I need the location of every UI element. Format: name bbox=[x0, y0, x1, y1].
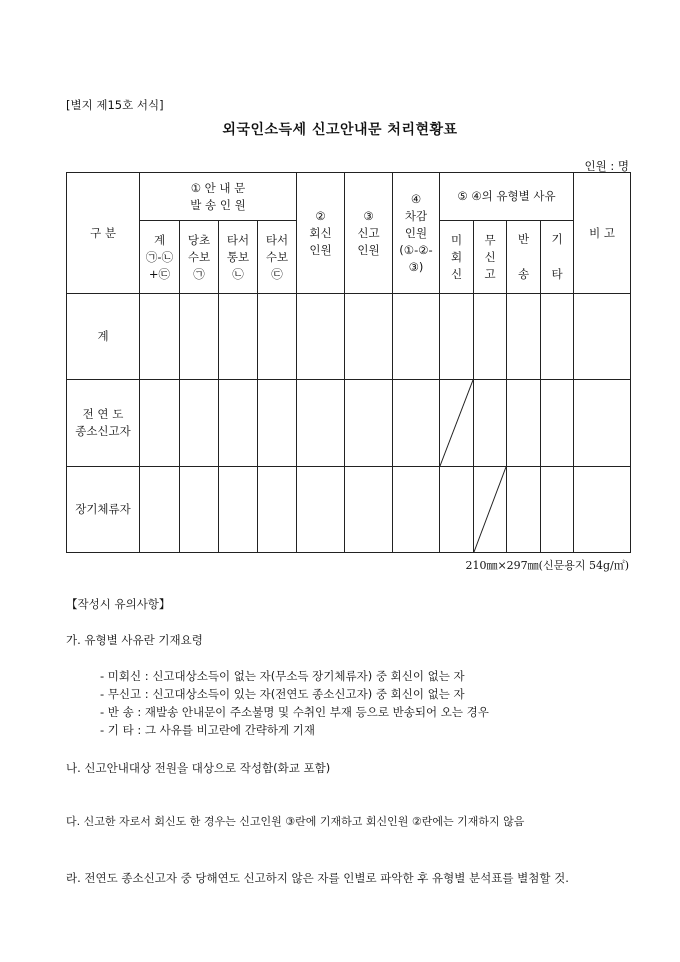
difference-count-header: ④ 차감 인원 (①-②- ③) bbox=[393, 173, 440, 294]
data-cell[interactable] bbox=[140, 380, 180, 467]
data-cell[interactable] bbox=[345, 294, 393, 380]
data-cell[interactable] bbox=[258, 467, 297, 553]
notice-send-line1: ① 안 내 문 bbox=[190, 180, 246, 195]
data-cell[interactable] bbox=[507, 380, 541, 467]
data-cell[interactable] bbox=[345, 380, 393, 467]
reply-count-header: ② 회신 인원 bbox=[297, 173, 345, 294]
data-cell[interactable] bbox=[297, 467, 345, 553]
data-cell[interactable] bbox=[541, 467, 574, 553]
data-cell[interactable] bbox=[440, 294, 474, 380]
note-a-item: - 미회신 : 신고대상소득이 없는 자(무소득 장기체류자) 중 회신이 없는 자 bbox=[100, 669, 465, 683]
slashed-cell bbox=[474, 467, 507, 553]
data-cell[interactable] bbox=[140, 294, 180, 380]
diagonal-slash bbox=[440, 380, 473, 466]
data-cell[interactable] bbox=[219, 380, 258, 467]
row-prev-year-label: 전 연 도 종소신고자 bbox=[67, 380, 140, 467]
data-cell[interactable] bbox=[345, 467, 393, 553]
diagonal-slash bbox=[474, 467, 506, 552]
data-cell[interactable] bbox=[393, 294, 440, 380]
data-cell[interactable] bbox=[574, 467, 631, 553]
other-reason-header: 기 타 bbox=[541, 221, 574, 294]
no-reply-header: 미 회 신 bbox=[440, 221, 474, 294]
notes-title: 【작성시 유의사항】 bbox=[66, 597, 171, 611]
data-cell[interactable] bbox=[574, 380, 631, 467]
data-cell[interactable] bbox=[258, 380, 297, 467]
note-c: 다. 신고한 자로서 회신도 한 경우는 신고인원 ③란에 기재하고 회신인원 ②란에는 기재하지 않음 bbox=[66, 815, 525, 828]
returned-header: 반 송 bbox=[507, 221, 541, 294]
note-a-item: - 기 타 : 그 사유를 비고란에 간략하게 기재 bbox=[100, 723, 316, 737]
data-cell[interactable] bbox=[541, 294, 574, 380]
notice-send-header bbox=[140, 173, 297, 221]
note-a-item: - 반 송 : 재발송 안내문이 주소불명 및 수취인 부재 등으로 반송되어 오는 경우 bbox=[100, 705, 489, 719]
data-cell[interactable] bbox=[507, 467, 541, 553]
document-title: 외국인소득세 신고안내문 처리현황표 bbox=[222, 122, 458, 138]
data-cell[interactable] bbox=[219, 467, 258, 553]
data-cell[interactable] bbox=[140, 467, 180, 553]
no-report-header: 무 신 고 bbox=[474, 221, 507, 294]
data-cell[interactable] bbox=[219, 294, 258, 380]
data-cell[interactable] bbox=[393, 467, 440, 553]
data-cell[interactable] bbox=[474, 294, 507, 380]
data-cell[interactable] bbox=[507, 294, 541, 380]
other-office-receive-header: 타서 수보 ㉢ bbox=[258, 221, 297, 294]
data-cell[interactable] bbox=[180, 380, 219, 467]
remarks-header: 비 고 bbox=[574, 173, 631, 294]
total-send-header: 계 ㉠-㉡ +㉢ bbox=[140, 221, 180, 294]
own-office-header: 당초 수보 ㉠ bbox=[180, 221, 219, 294]
status-table bbox=[66, 172, 631, 553]
data-cell[interactable] bbox=[574, 294, 631, 380]
data-cell[interactable] bbox=[180, 467, 219, 553]
notice-send-line2: 발 송 인 원 bbox=[190, 197, 246, 212]
paper-spec: 210㎜×297㎜(신문용지 54g/㎡) bbox=[465, 559, 629, 572]
reasons-header: ⑤ ④의 유형별 사유 bbox=[440, 173, 574, 221]
data-cell[interactable] bbox=[393, 380, 440, 467]
data-cell[interactable] bbox=[440, 467, 474, 553]
unit-label: 인원 : 명 bbox=[584, 159, 629, 173]
note-a-item: - 무신고 : 신고대상소득이 있는 자(전연도 종소신고자) 중 회신이 없는 자 bbox=[100, 687, 465, 701]
slashed-cell bbox=[440, 380, 474, 467]
data-cell[interactable] bbox=[541, 380, 574, 467]
data-cell[interactable] bbox=[474, 380, 507, 467]
form-label: [별지 제15호 서식] bbox=[66, 98, 164, 112]
note-d: 라. 전연도 종소신고자 중 당해연도 신고하지 않은 자를 인별로 파악한 후 유형별 분석표를 별첨할 것. bbox=[66, 871, 569, 885]
report-count-header: ③ 신고 인원 bbox=[345, 173, 393, 294]
category-header: 구 분 bbox=[67, 173, 140, 294]
data-cell[interactable] bbox=[258, 294, 297, 380]
data-cell[interactable] bbox=[297, 294, 345, 380]
row-long-stay-label: 장기체류자 bbox=[67, 467, 140, 553]
note-a: 가. 유형별 사유란 기재요령 bbox=[66, 633, 203, 647]
row-total-label: 계 bbox=[67, 294, 140, 380]
other-office-notice-header: 타서 통보 ㉡ bbox=[219, 221, 258, 294]
note-b: 나. 신고안내대상 전원을 대상으로 작성함(화교 포함) bbox=[66, 761, 331, 775]
data-cell[interactable] bbox=[297, 380, 345, 467]
data-cell[interactable] bbox=[180, 294, 219, 380]
